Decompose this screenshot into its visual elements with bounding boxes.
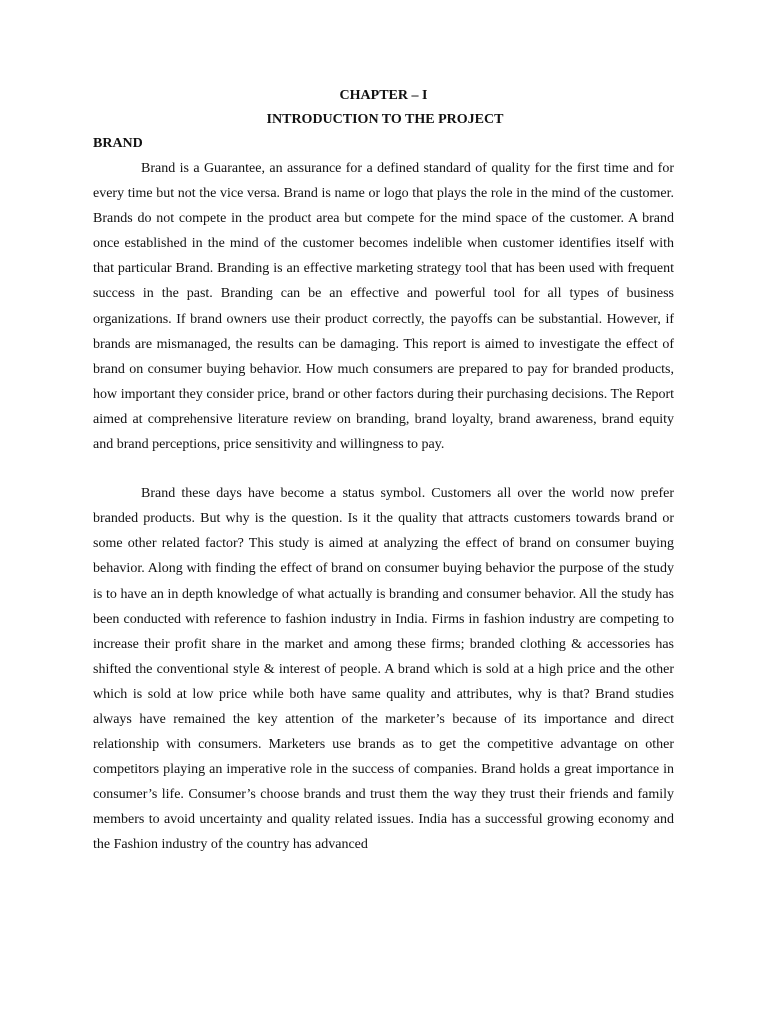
paragraph-2: Brand these days have become a status symbol. Customers all over the world now prefer branded products. But why is the question. Is it the quality that attracts customers towards brand or some other related factor? This study is aimed at analyzing the effect of brand on consumer buying behavior. Along with finding the effect of brand on consumer buying behavior the purpose of the study is to have an in depth knowledge of what actually is branding and consumer behavior. All the study has been conducted with reference to fashion industry in India. Firms in fashion industry are competing to increase their profit share in the market and among these firms; branded clothing & accessories has shifted the conventional style & interest of people. A brand which is sold at a high price and the other which is sold at low price while both have same quality and attributes, why is that? Brand studies always have remained the key attention of the marketer’s because of its importance and direct relationship with consumers. Marketers use brands as to get the competitive advantage on other competitors playing an imperative role in the success of companies. Brand holds a great importance in consumer’s life. Consumer’s choose brands and trust them the way they trust their friends and family members to avoid uncertainty and quality related issues. India has a successful growing economy and the Fashion industry of the country has advanced — [93, 486, 674, 853]
chapter-label: CHAPTER – I — [339, 88, 428, 103]
section-heading: BRAND — [93, 136, 143, 151]
document-title: INTRODUCTION TO THE PROJECT — [266, 112, 504, 127]
document-page — [93, 84, 674, 858]
paragraph-1: Brand is a Guarantee, an assurance for a defined standard of quality for the first time and for every time but not the vice versa. Brand is name or logo that plays the role in the mind of the customer. Brands do not compete in the product area but compete for the mind space of the customer. A brand once established in the mind of the customer becomes indelible when customer identifies itself with that particular Brand. Branding is an effective marketing strategy tool that has been used with frequent success in the past. Branding can be an effective and powerful tool for all types of business organizations. If brand owners use their product correctly, the payoffs can be substantial. However, if brands are mismanaged, the results can be damaging. This report is aimed to investigate the effect of brand on consumer buying behavior. How much consumers are prepared to pay for branded products, how important they consider price, brand or other factors during their purchasing decisions. The Report aimed at comprehensive literature review on branding, brand loyalty, brand awareness, brand equity and brand perceptions, price sensitivity and willingness to pay. — [93, 161, 674, 453]
